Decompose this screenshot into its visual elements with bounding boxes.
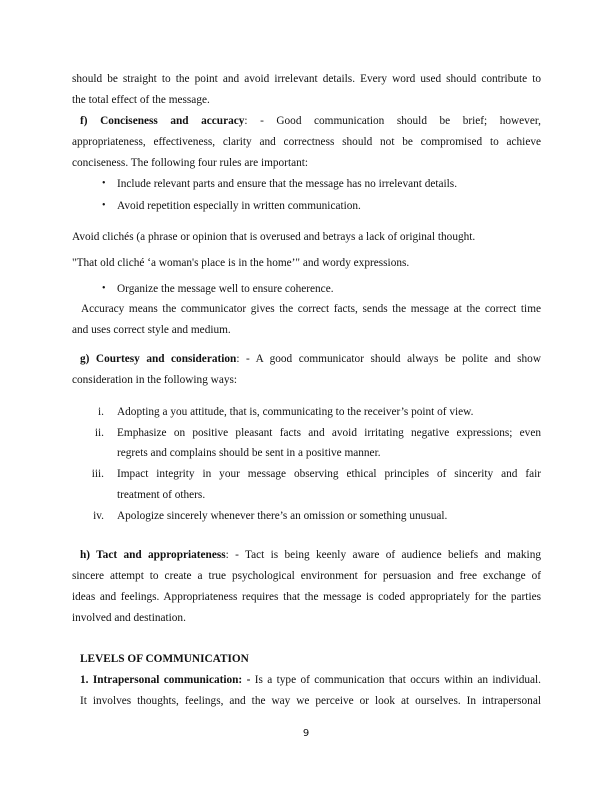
paragraph-line: involved and destination.	[72, 612, 186, 624]
paragraph-line: conciseness. The following four rules are important:	[72, 157, 309, 169]
paragraph-line: Avoid clichés (a phrase or opinion that is overused and betrays a lack of original thought.	[72, 231, 476, 243]
paragraph-line: appropriateness, effectiveness, clarity and correctness should not be compromised to achieve	[72, 136, 541, 148]
section-heading-levels: LEVELS OF COMMUNICATION	[80, 653, 249, 665]
section-g-heading-line: g) Courtesy and consideration: - A good communicator should always be polite and show	[80, 353, 541, 365]
paragraph-line: "That old cliché ‘a woman's place is in the home’" and wordy expressions.	[72, 257, 410, 269]
paragraph-line: sincere attempt to create a true psychological environment for persuasion and free exchange of	[72, 570, 541, 582]
section-f-heading-line: f) Conciseness and accuracy: - Good communication should be brief; however,	[80, 115, 541, 127]
paragraph-line: consideration in the following ways:	[72, 374, 238, 386]
section-h-heading-line: h) Tact and appropriateness: - Tact is being keenly aware of audience beliefs and making	[80, 549, 541, 561]
page-number: 9	[302, 728, 310, 739]
paragraph-line: should be straight to the point and avoid irrelevant details. Every word used should contribute to	[72, 73, 541, 85]
section-g-heading: g) Courtesy and consideration	[80, 353, 237, 365]
bullet-icon: •	[102, 178, 106, 189]
section-h-heading: h) Tact and appropriateness	[80, 549, 226, 561]
intrapersonal-heading: 1. Intrapersonal communication: -	[80, 674, 251, 686]
paragraph-line: the total effect of the message.	[72, 94, 210, 106]
intrapersonal-heading-line: 1. Intrapersonal communication: - Is a type of communication that occurs within an individual.	[80, 674, 541, 686]
section-f-heading: f) Conciseness and accuracy	[80, 115, 245, 127]
paragraph-line: It involves thoughts, feelings, and the way we perceive or look at ourselves. In intrapersonal	[80, 695, 541, 707]
paragraph-line: and uses correct style and medium.	[72, 324, 231, 336]
paragraph-line: ideas and feelings. Appropriateness requires that the message is coded appropriately for the parties	[72, 591, 541, 603]
bullet-icon: •	[102, 283, 106, 294]
paragraph-line: Accuracy means the communicator gives the correct facts, sends the message at the correct time	[81, 303, 541, 315]
bullet-icon: •	[102, 200, 106, 211]
